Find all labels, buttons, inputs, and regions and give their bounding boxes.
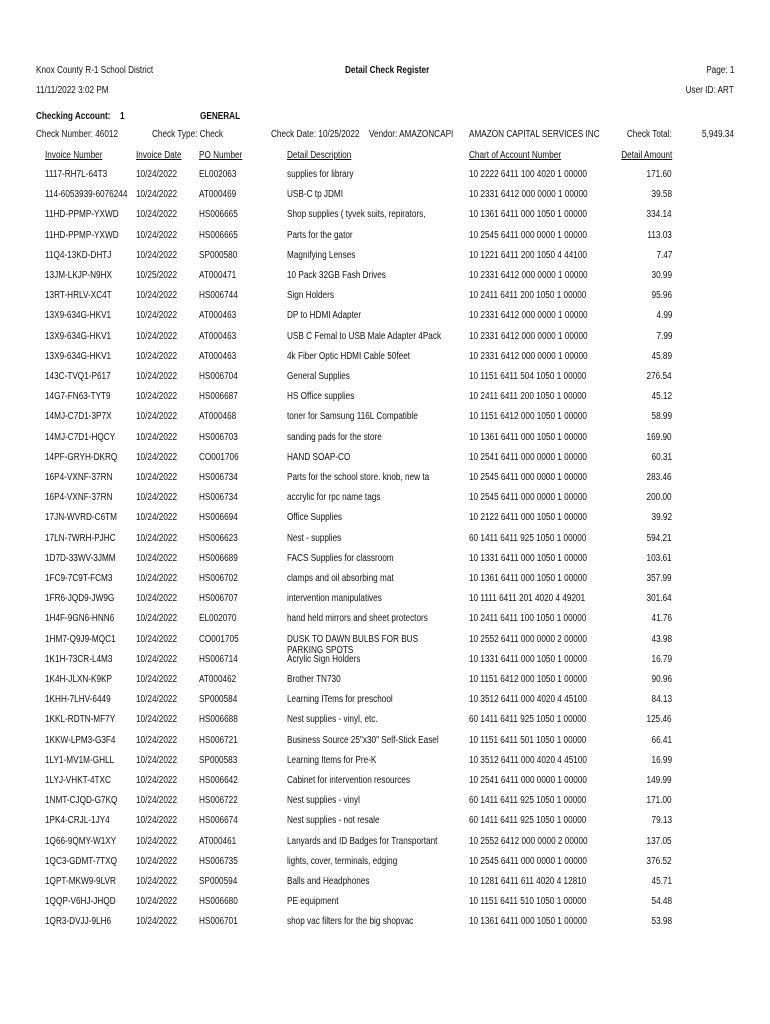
invoice-number: 16P4-VXNF-37RN — [45, 472, 113, 483]
po-number: HS006694 — [199, 512, 238, 524]
po-number: SP000594 — [199, 876, 238, 887]
account-number: 10 2552 6412 000 0000 2 00000 — [469, 835, 588, 847]
po-number: HS006674 — [199, 815, 238, 827]
invoice-date: 10/24/2022 — [136, 411, 178, 423]
po-number: AT000461 — [199, 835, 237, 847]
detail-description: DP to HDMI Adapter — [287, 310, 362, 322]
invoice-date: 10/24/2022 — [136, 674, 178, 685]
invoice-number: 1PK4-CRJL-1JY4 — [45, 815, 110, 827]
account-number: 10 2331 6412 000 0000 1 00000 — [469, 330, 588, 342]
detail-amount: 7.47 — [656, 249, 672, 261]
po-number: AT000469 — [199, 189, 237, 201]
invoice-date: 10/24/2022 — [136, 169, 178, 180]
table-row — [0, 209, 770, 229]
invoice-date: 10/24/2022 — [136, 734, 178, 746]
checking-account-number: 1 — [120, 111, 125, 122]
account-number: 10 1361 6411 000 1050 1 00000 — [469, 431, 587, 443]
invoice-number: 11HD-PPMP-YXWD — [45, 229, 119, 241]
detail-amount: 137.05 — [646, 835, 672, 847]
detail-amount: 60.31 — [651, 451, 672, 463]
table-row — [0, 815, 770, 835]
detail-amount: 125.46 — [646, 714, 672, 726]
invoice-number: 1FR6-JQD9-JW9G — [45, 593, 115, 605]
detail-amount: 95.96 — [651, 290, 672, 302]
invoice-date: 10/24/2022 — [136, 593, 178, 605]
table-row — [0, 714, 770, 734]
account-number: 10 2541 6411 000 0000 1 00000 — [469, 451, 587, 463]
table-row — [0, 270, 770, 290]
table-row — [0, 189, 770, 209]
po-number: HS006688 — [199, 714, 238, 726]
detail-description: Parts for the gator — [287, 229, 353, 241]
detail-amount: 171.00 — [646, 795, 672, 807]
table-row — [0, 634, 770, 654]
detail-description: hand held mirrors and sheet protectors — [287, 613, 428, 625]
invoice-number: 14PF-GRYH-DKRQ — [45, 451, 118, 463]
detail-amount: 4.99 — [656, 310, 672, 322]
detail-description: Learning ITems for preschool — [287, 694, 393, 706]
account-number: 10 1151 6412 000 1050 1 00000 — [469, 674, 587, 685]
detail-amount: 84.13 — [651, 694, 672, 706]
invoice-date: 10/25/2022 — [136, 270, 178, 281]
detail-amount: 66.41 — [651, 734, 672, 746]
detail-description: supplies for library — [287, 169, 354, 180]
invoice-number: 1QQP-V6HJ-JHQD — [45, 896, 116, 908]
po-number: AT000471 — [199, 270, 237, 281]
invoice-number: 1Q66-9QMY-W1XY — [45, 835, 117, 847]
detail-amount: 334.14 — [646, 209, 672, 221]
table-row — [0, 169, 770, 189]
invoice-date: 10/24/2022 — [136, 512, 178, 524]
account-number: 10 1331 6411 000 1050 1 00000 — [469, 552, 587, 564]
detail-description: Brother TN730 — [287, 674, 341, 685]
detail-amount: 90.96 — [651, 674, 672, 685]
detail-description: Acrylic Sign Holders — [287, 653, 361, 665]
invoice-date: 10/24/2022 — [136, 552, 178, 564]
po-number: HS006721 — [199, 734, 238, 746]
invoice-date: 10/24/2022 — [136, 451, 178, 463]
detail-description: Business Source 25"x30" Self-Stick Easel — [287, 734, 439, 746]
table-row — [0, 391, 770, 411]
detail-amount: 45.71 — [651, 876, 672, 887]
account-number: 10 1221 6411 200 1050 4 44100 — [469, 249, 587, 261]
invoice-date: 10/24/2022 — [136, 775, 178, 786]
invoice-date: 10/24/2022 — [136, 472, 178, 483]
detail-amount: 43.98 — [651, 633, 672, 645]
po-number: HS006707 — [199, 593, 238, 605]
invoice-date: 10/24/2022 — [136, 209, 178, 221]
account-number: 10 1111 6411 201 4020 4 49201 — [469, 593, 586, 605]
po-number: HS006734 — [199, 472, 238, 483]
po-number: HS006623 — [199, 532, 238, 544]
col-po-number: PO Number — [199, 150, 243, 161]
table-row — [0, 876, 770, 896]
detail-description: clamps and oil absorbing mat — [287, 573, 394, 584]
invoice-number: 17JN-WVRD-C6TM — [45, 512, 117, 524]
po-number: HS006701 — [199, 916, 238, 928]
detail-amount: 45.12 — [651, 391, 672, 403]
account-number: 10 1151 6411 501 1050 1 00000 — [469, 734, 587, 746]
detail-amount: 276.54 — [646, 371, 672, 382]
invoice-number: 1D7D-33WV-3JMM — [45, 552, 116, 564]
account-number: 10 1151 6411 504 1050 1 00000 — [469, 371, 587, 382]
invoice-date: 10/24/2022 — [136, 633, 178, 645]
invoice-date: 10/24/2022 — [136, 189, 178, 201]
col-invoice-date: Invoice Date — [136, 150, 182, 161]
detail-amount: 58.99 — [651, 411, 672, 423]
invoice-date: 10/24/2022 — [136, 694, 178, 706]
invoice-number: 1FC9-7C9T-FCM3 — [45, 573, 113, 584]
detail-amount: 149.99 — [646, 775, 672, 786]
detail-description: sanding pads for the store — [287, 431, 382, 443]
account-number: 10 1281 6411 611 4020 4 12810 — [469, 876, 587, 887]
invoice-date: 10/24/2022 — [136, 532, 178, 544]
table-row — [0, 432, 770, 452]
po-number: AT000463 — [199, 310, 237, 322]
invoice-number: 1HM7-Q9J9-MQC1 — [45, 633, 116, 645]
user-id: User ID: ART — [685, 85, 734, 96]
table-row — [0, 452, 770, 472]
po-number: HS006687 — [199, 391, 238, 403]
invoice-number: 13X9-634G-HKV1 — [45, 350, 112, 362]
account-number: 10 2331 6412 000 0000 1 00000 — [469, 189, 588, 201]
po-number: HS006734 — [199, 492, 238, 504]
detail-description: shop vac filters for the big shopvac — [287, 916, 414, 928]
detail-amount: 39.58 — [651, 189, 672, 201]
checking-account-label: Checking Account: — [36, 111, 111, 122]
table-row — [0, 836, 770, 856]
account-number: 10 2541 6411 000 0000 1 00000 — [469, 775, 587, 786]
account-number: 60 1411 6411 925 1050 1 00000 — [469, 795, 587, 807]
account-name: GENERAL — [200, 111, 241, 122]
check-number: Check Number: 46012 — [36, 129, 119, 140]
check-total-label: Check Total: — [627, 129, 672, 140]
invoice-number: 143C-TVQ1-P617 — [45, 371, 111, 382]
detail-description: Nest supplies - not resale — [287, 815, 380, 827]
table-row — [0, 694, 770, 714]
account-number: 10 1361 6411 000 1050 1 00000 — [469, 916, 587, 928]
invoice-number: 14MJ-C7D1-HQCY — [45, 431, 116, 443]
table-row — [0, 533, 770, 553]
account-number: 10 3512 6411 000 4020 4 45100 — [469, 694, 587, 706]
table-row — [0, 351, 770, 371]
detail-description: FACS Supplies for classroom — [287, 552, 394, 564]
po-number: SP000583 — [199, 754, 238, 766]
table-row — [0, 775, 770, 795]
detail-amount: 301.64 — [646, 593, 672, 605]
table-row — [0, 896, 770, 916]
detail-amount: 283.46 — [646, 472, 672, 483]
po-number: SP000584 — [199, 694, 238, 706]
invoice-number: 13X9-634G-HKV1 — [45, 310, 112, 322]
detail-description: toner for Samsung 116L Compatible — [287, 411, 418, 423]
col-detail-description: Detail Description — [287, 150, 352, 161]
invoice-date: 10/24/2022 — [136, 290, 178, 302]
detail-amount: 357.99 — [646, 573, 672, 584]
invoice-number: 11HD-PPMP-YXWD — [45, 209, 119, 221]
detail-description: General Supplies — [287, 371, 350, 382]
table-row — [0, 553, 770, 573]
table-row — [0, 512, 770, 532]
account-number: 10 1151 6411 510 1050 1 00000 — [469, 896, 587, 908]
detail-amount: 103.61 — [646, 552, 672, 564]
po-number: AT000462 — [199, 674, 237, 685]
po-number: HS006665 — [199, 209, 238, 221]
account-number: 10 2552 6411 000 0000 2 00000 — [469, 633, 587, 645]
detail-amount: 16.99 — [651, 754, 672, 766]
detail-description: HAND SOAP-CO — [287, 451, 351, 463]
detail-description: PE equipment — [287, 896, 339, 908]
invoice-date: 10/24/2022 — [136, 613, 178, 625]
table-row — [0, 856, 770, 876]
invoice-number: 13JM-LKJP-N9HX — [45, 270, 112, 281]
detail-description: Balls and Headphones — [287, 876, 370, 887]
check-type: Check Type: Check — [152, 129, 223, 140]
check-total-amount: 5,949.34 — [702, 129, 734, 140]
account-number: 10 3512 6411 000 4020 4 45100 — [469, 754, 587, 766]
detail-amount: 594.21 — [646, 532, 672, 544]
invoice-number: 1QPT-MKW9-9LVR — [45, 876, 116, 887]
invoice-number: 114-6053939-6076244 — [45, 189, 128, 201]
po-number: AT000468 — [199, 411, 237, 423]
po-number: HS006642 — [199, 775, 238, 786]
invoice-date: 10/24/2022 — [136, 249, 178, 261]
invoice-date: 10/24/2022 — [136, 876, 178, 887]
account-number: 10 2411 6411 200 1050 1 00000 — [469, 290, 587, 302]
po-number: HS006680 — [199, 896, 238, 908]
table-row — [0, 795, 770, 815]
po-number: HS006689 — [199, 552, 238, 564]
table-row — [0, 755, 770, 775]
po-number: HS006744 — [199, 290, 238, 302]
invoice-date: 10/24/2022 — [136, 896, 178, 908]
invoice-date: 10/24/2022 — [136, 310, 178, 322]
po-number: HS006703 — [199, 431, 238, 443]
detail-amount: 41.76 — [651, 613, 672, 625]
invoice-date: 10/24/2022 — [136, 431, 178, 443]
report-title: Detail Check Register — [345, 65, 430, 76]
po-number: EL002070 — [199, 613, 237, 625]
detail-amount: 171.60 — [646, 169, 672, 180]
detail-amount: 376.52 — [646, 855, 672, 867]
account-number: 10 2411 6411 100 1050 1 00000 — [469, 613, 587, 625]
detail-description: USB-C tp JDMI — [287, 189, 344, 201]
detail-description: Nest supplies - vinyl, etc. — [287, 714, 378, 726]
invoice-date: 10/24/2022 — [136, 573, 178, 584]
detail-description: accrylic for rpc name tags — [287, 492, 381, 504]
detail-amount: 7.99 — [656, 330, 672, 342]
col-chart-of-account: Chart of Account Number — [469, 150, 562, 161]
detail-amount: 45.89 — [651, 350, 672, 362]
detail-description: Sign Holders — [287, 290, 334, 302]
table-row — [0, 250, 770, 270]
table-row — [0, 472, 770, 492]
detail-amount: 79.13 — [651, 815, 672, 827]
table-row — [0, 674, 770, 694]
account-number: 10 1361 6411 000 1050 1 00000 — [469, 209, 587, 221]
account-number: 10 2545 6411 000 0000 1 00000 — [469, 492, 587, 504]
invoice-number: 1LY1-MV1M-GHLL — [45, 754, 115, 766]
account-number: 10 2331 6412 000 0000 1 00000 — [469, 270, 588, 281]
detail-description: Parts for the school store. knob, new ta — [287, 472, 430, 483]
vendor-name: AMAZON CAPITAL SERVICES INC — [469, 129, 600, 140]
invoice-number: 1K1H-73CR-L4M3 — [45, 653, 113, 665]
detail-amount: 200.00 — [646, 492, 672, 504]
po-number: HS006722 — [199, 795, 238, 807]
invoice-number: 1H4F-9GN6-HNN6 — [45, 613, 115, 625]
table-row — [0, 371, 770, 391]
detail-description: USB C Femal to USB Male Adapter 4Pack — [287, 330, 442, 342]
detail-description: Office Supplies — [287, 512, 343, 524]
po-number: HS006735 — [199, 855, 238, 867]
table-row — [0, 331, 770, 351]
account-number: 10 2222 6411 100 4020 1 00000 — [469, 169, 587, 180]
table-row — [0, 411, 770, 431]
detail-description: Nest - supplies — [287, 532, 342, 544]
invoice-date: 10/24/2022 — [136, 330, 178, 342]
invoice-number: 13RT-HRLV-XC4T — [45, 290, 112, 302]
table-row — [0, 492, 770, 512]
detail-description: 10 Pack 32GB Fash Drives — [287, 270, 386, 281]
invoice-date: 10/24/2022 — [136, 855, 178, 867]
invoice-date: 10/24/2022 — [136, 835, 178, 847]
table-row — [0, 654, 770, 674]
po-number: AT000463 — [199, 330, 237, 342]
account-number: 10 1361 6411 000 1050 1 00000 — [469, 573, 587, 584]
invoice-number: 1QR3-DVJJ-9LH6 — [45, 916, 112, 928]
invoice-number: 1NMT-CJQD-G7KQ — [45, 795, 118, 807]
col-invoice-number: Invoice Number — [45, 150, 103, 161]
report-datetime: 11/11/2022 3:02 PM — [36, 85, 109, 96]
invoice-number: 1LYJ-VHKT-4TXC — [45, 775, 111, 786]
po-number: HS006665 — [199, 229, 238, 241]
invoice-date: 10/24/2022 — [136, 371, 178, 382]
po-number: HS006704 — [199, 371, 238, 382]
detail-description: Cabinet for intervention resources — [287, 775, 411, 786]
table-row — [0, 290, 770, 310]
invoice-date: 10/24/2022 — [136, 815, 178, 827]
detail-amount: 113.03 — [647, 229, 672, 241]
vendor-code: Vendor: AMAZONCAPI — [369, 129, 454, 140]
invoice-date: 10/24/2022 — [136, 350, 178, 362]
table-row — [0, 735, 770, 755]
account-number: 10 2545 6411 000 0000 1 00000 — [469, 855, 587, 867]
detail-description: 4k Fiber Optic HDMI Cable 50feet — [287, 350, 411, 362]
detail-amount: 30.99 — [651, 270, 672, 281]
detail-description: DUSK TO DAWN BULBS FOR BUS PARKING SPOTS — [287, 633, 419, 656]
invoice-number: 1KKW-LPM3-G3F4 — [45, 734, 116, 746]
table-row — [0, 593, 770, 613]
invoice-number: 1K4H-JLXN-K9KP — [45, 674, 112, 685]
page-number: Page: 1 — [705, 65, 734, 76]
detail-description: Shop supplies ( tyvek suits, repirators, — [287, 209, 426, 221]
table-row — [0, 310, 770, 330]
po-number: AT000463 — [199, 350, 237, 362]
table-row — [0, 613, 770, 633]
po-number: CO001705 — [199, 633, 239, 645]
invoice-date: 10/24/2022 — [136, 714, 178, 726]
invoice-number: 14G7-FN63-TYT9 — [45, 391, 111, 403]
po-number: SP000580 — [199, 249, 238, 261]
detail-description: intervention manipulatives — [287, 593, 382, 605]
account-number: 60 1411 6411 925 1050 1 00000 — [469, 815, 587, 827]
account-number: 60 1411 6411 925 1050 1 00000 — [469, 532, 587, 544]
col-detail-amount: Detail Amount — [620, 150, 672, 161]
detail-description: HS Office supplies — [287, 391, 355, 403]
account-number: 10 2331 6412 000 0000 1 00000 — [469, 310, 588, 322]
detail-amount: 169.90 — [646, 431, 672, 443]
invoice-number: 16P4-VXNF-37RN — [45, 492, 113, 504]
invoice-date: 10/24/2022 — [136, 229, 178, 241]
table-row — [0, 573, 770, 593]
po-number: HS006702 — [199, 573, 238, 584]
invoice-date: 10/24/2022 — [136, 492, 178, 504]
account-number: 10 2545 6411 000 0000 1 00000 — [469, 472, 587, 483]
invoice-number: 1117-RH7L-64T3 — [45, 169, 108, 180]
invoice-number: 17LN-7WRH-PJHC — [45, 532, 116, 544]
invoice-number: 1KHH-7LHV-6449 — [45, 694, 111, 706]
detail-description: Learning Items for Pre-K — [287, 754, 377, 766]
invoice-date: 10/24/2022 — [136, 754, 178, 766]
detail-amount: 16.79 — [651, 653, 672, 665]
account-number: 10 1331 6411 000 1050 1 00000 — [469, 653, 587, 665]
invoice-number: 1QC3-GDMT-7TXQ — [45, 855, 117, 867]
invoice-date: 10/24/2022 — [136, 653, 178, 665]
district-name: Knox County R-1 School District — [36, 65, 154, 76]
detail-description: Magnifying Lenses — [287, 249, 356, 261]
po-number: EL002063 — [199, 169, 237, 180]
po-number: CO001706 — [199, 451, 239, 463]
invoice-number: 13X9-634G-HKV1 — [45, 330, 112, 342]
invoice-date: 10/24/2022 — [136, 391, 178, 403]
detail-amount: 54.48 — [651, 896, 672, 908]
account-number: 10 2122 6411 000 1050 1 00000 — [469, 512, 587, 524]
account-number: 60 1411 6411 925 1050 1 00000 — [469, 714, 587, 726]
invoice-number: 11Q4-13KD-DHTJ — [45, 249, 112, 261]
account-number: 10 2331 6412 000 0000 1 00000 — [469, 350, 588, 362]
table-row — [0, 230, 770, 250]
invoice-date: 10/24/2022 — [136, 795, 178, 807]
detail-amount: 53.98 — [651, 916, 672, 928]
detail-amount: 39.92 — [651, 512, 672, 524]
invoice-number: 14MJ-C7D1-3P7X — [45, 411, 112, 423]
account-number: 10 2545 6411 000 0000 1 00000 — [469, 229, 587, 241]
account-number: 10 1151 6412 000 1050 1 00000 — [469, 411, 587, 423]
detail-description: Nest supplies - vinyl — [287, 795, 360, 807]
detail-description: Lanyards and ID Badges for Transportant — [287, 835, 438, 847]
account-number: 10 2411 6411 200 1050 1 00000 — [469, 391, 587, 403]
invoice-number: 1KKL-RDTN-MF7Y — [45, 714, 116, 726]
po-number: HS006714 — [199, 653, 238, 665]
check-date: Check Date: 10/25/2022 — [271, 129, 360, 140]
invoice-date: 10/24/2022 — [136, 916, 178, 928]
detail-description: lights, cover, terminals, edging — [287, 855, 398, 867]
table-row — [0, 916, 770, 936]
